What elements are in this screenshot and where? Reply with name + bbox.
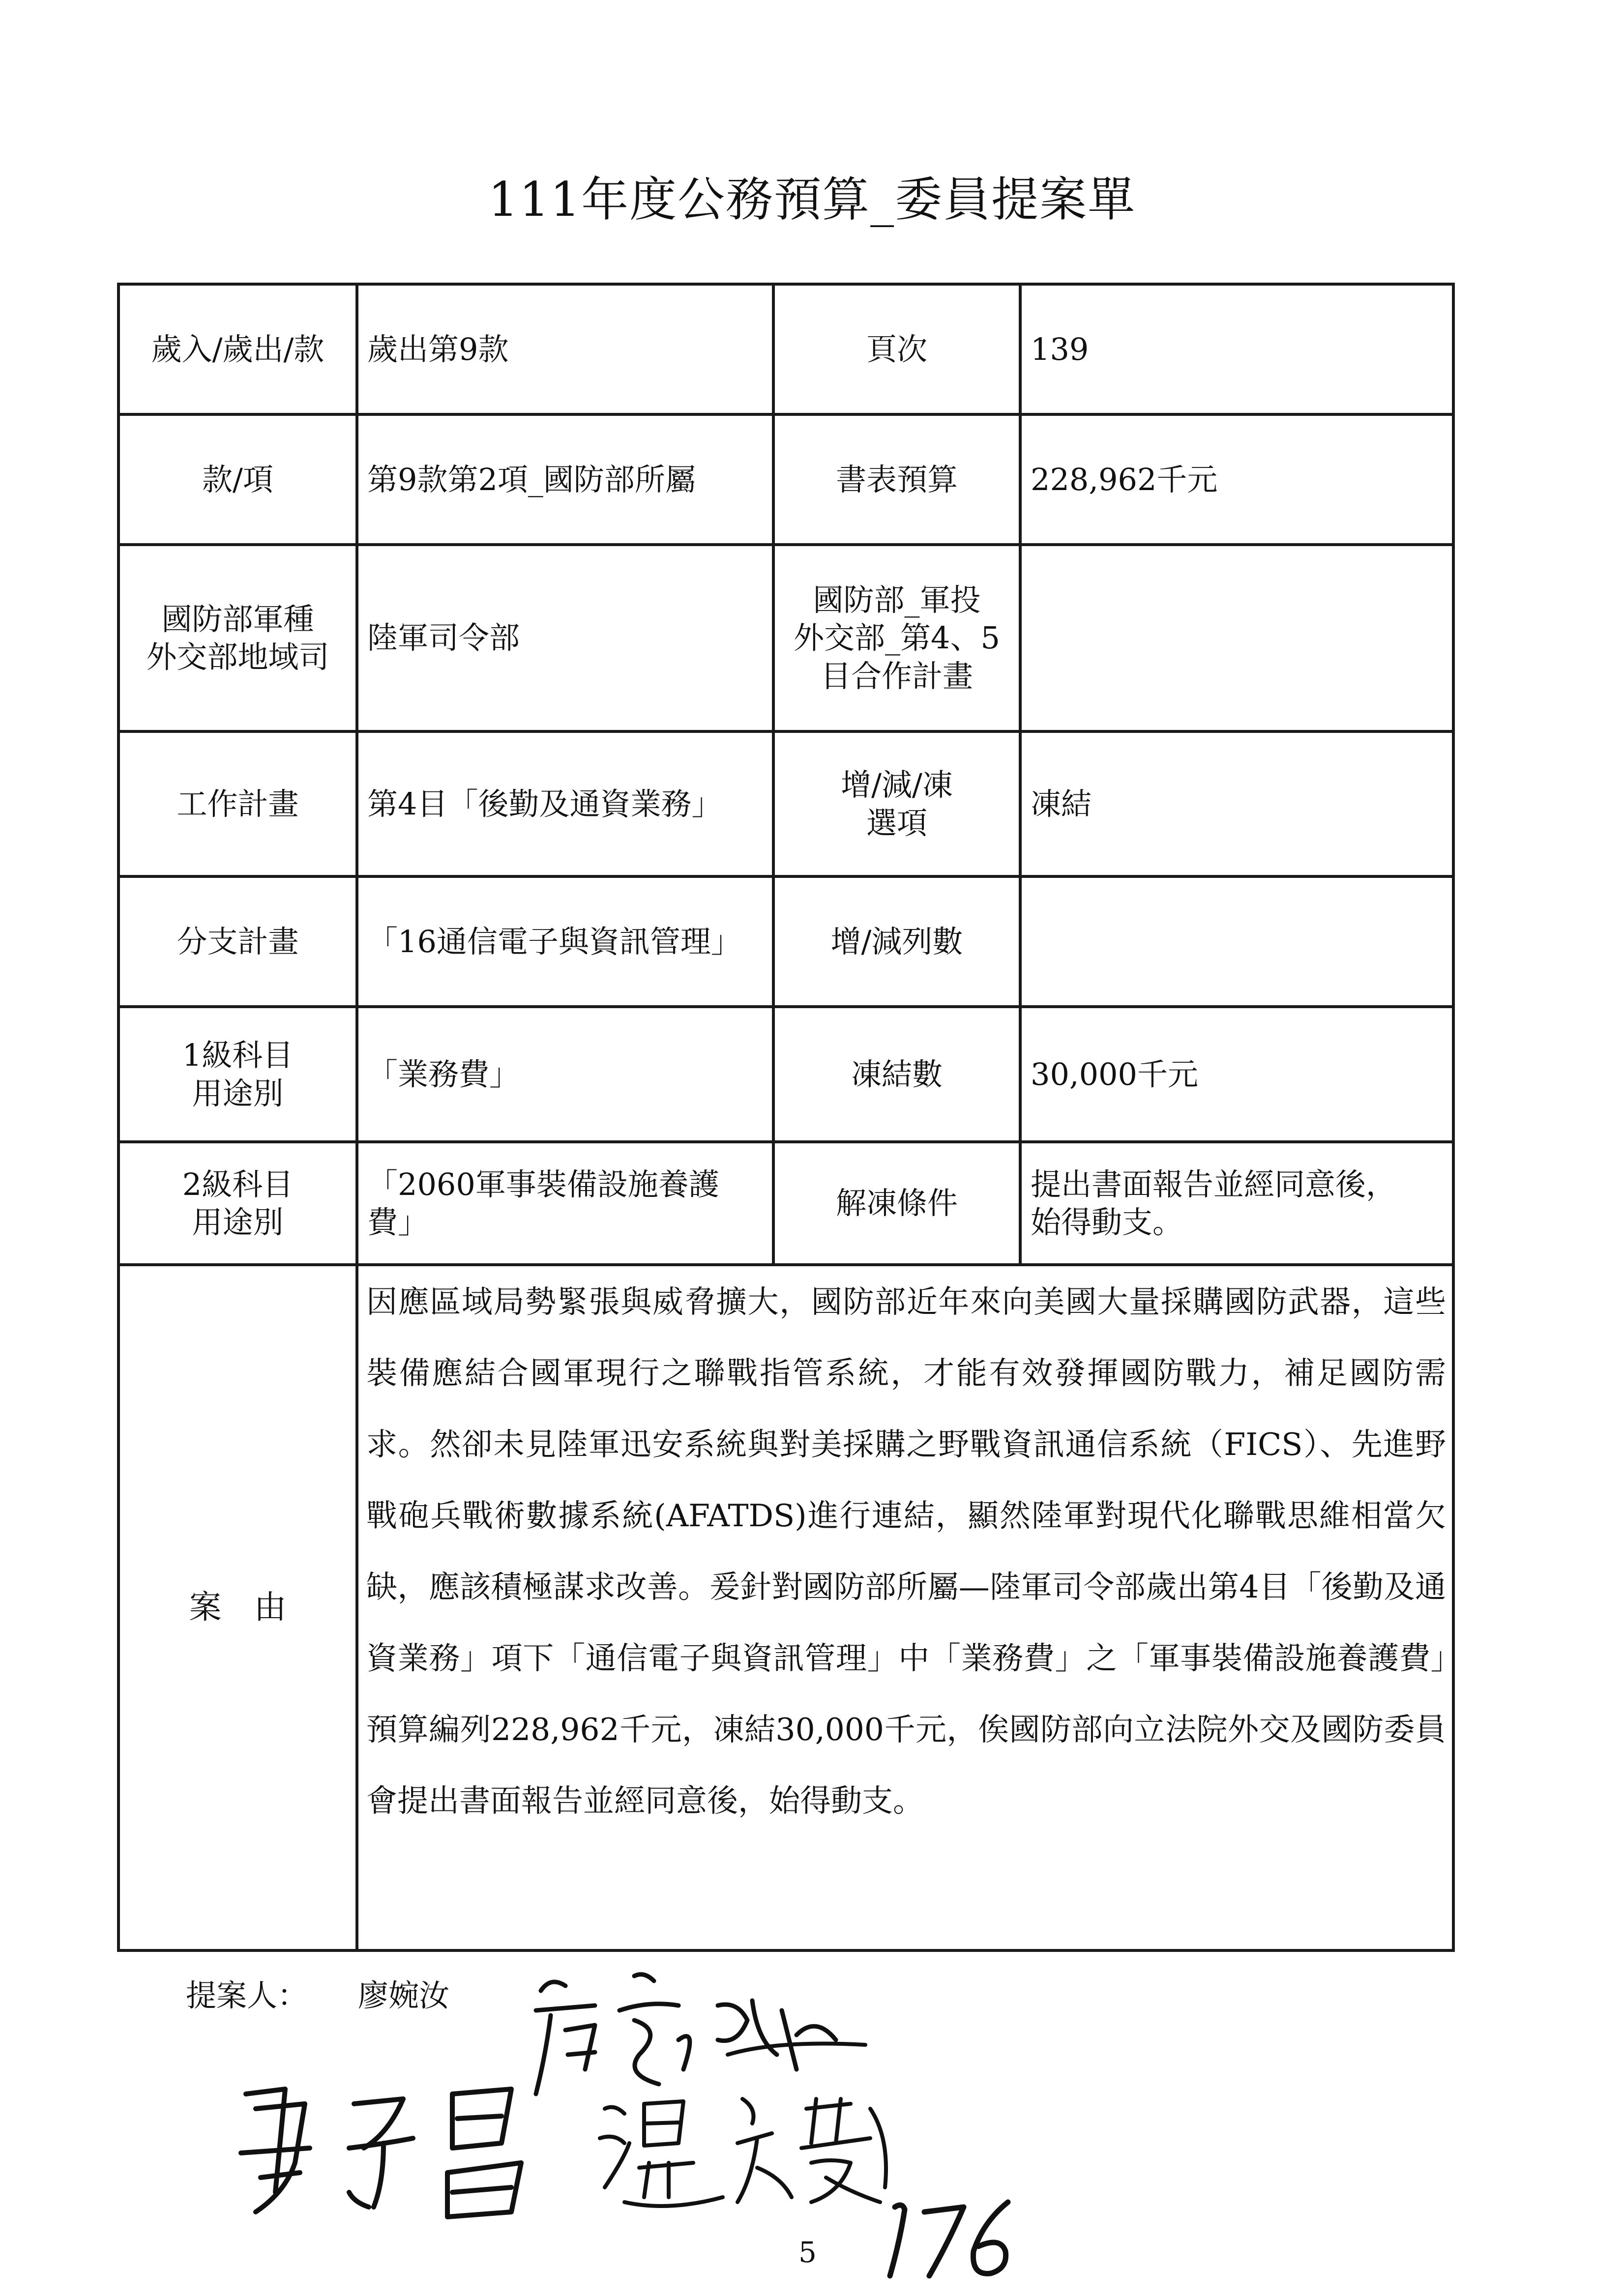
field-label-service-branch: 國防部軍種 外交部地域司 — [118, 545, 357, 731]
field-label-cooperation-plan: 國防部_軍投 外交部_第4、5 目合作計畫 — [773, 545, 1020, 731]
reason-label: 案 由 — [118, 1265, 357, 1950]
field-value-branch-plan: 「16通信電子與資訊管理」 — [357, 876, 773, 1007]
handwritten-signature-2 — [226, 2064, 590, 2227]
field-value-unfreeze-condition: 提出書面報告並經同意後， 始得動支。 — [1020, 1142, 1453, 1265]
form-row — [118, 876, 1453, 1007]
document-title: 111年度公務預算_委員提案單 — [488, 172, 1136, 227]
proposer-name: 廖婉汝 — [358, 1977, 450, 2013]
proposal-form-table — [117, 283, 1455, 1952]
field-label-unfreeze-condition: 解凍條件 — [773, 1142, 1020, 1265]
form-row — [118, 284, 1453, 414]
field-value-cooperation-plan — [1020, 545, 1453, 731]
field-label-level2-account: 2級科目 用途別 — [118, 1142, 357, 1265]
field-value-page: 139 — [1020, 284, 1453, 414]
field-value-adjustment-option: 凍結 — [1020, 731, 1453, 876]
field-label-budget-amount: 書表預算 — [773, 414, 1020, 545]
field-value-frozen-amount: 30,000千元 — [1020, 1007, 1453, 1142]
field-value-work-plan: 第4目「後勤及通資業務」 — [357, 731, 773, 876]
field-value-adjustment-amount — [1020, 876, 1453, 1007]
form-row — [118, 731, 1453, 876]
form-row-reason — [118, 1265, 1453, 1950]
field-value-revenue-expense-category: 歲出第9款 — [357, 284, 773, 414]
field-label-page: 頁次 — [773, 284, 1020, 414]
field-value-level1-account: 「業務費」 — [357, 1007, 773, 1142]
form-row — [118, 1142, 1453, 1265]
field-label-adjustment-option: 增/減/凍 選項 — [773, 731, 1020, 876]
form-row — [118, 1007, 1453, 1142]
handwritten-signature-3 — [595, 2079, 910, 2217]
field-label-adjustment-amount: 增/減列數 — [773, 876, 1020, 1007]
field-value-service-branch: 陸軍司令部 — [357, 545, 773, 731]
reason-text: 因應區域局勢緊張與威脅擴大，國防部近年來向美國大量採購國防武器，這些裝備應結合國軍現行之聯戰指管系統，才能有效發揮國防戰力，補足國防需求。然卻未見陸軍迅安系統與對美採購之野戰資訊通信系統（FICS）、先進野戰砲兵戰術數據系統(AFATDS)進行連結，顯然陸軍對現代化聯戰思維相當欠缺，應該積極謀求改善。爰針對國防部所屬—陸軍司令部歲出第4目「後勤及通資業務」項下「通信電子與資訊管理」中「業務費」之「軍事裝備設施養護費」預算編列228,962千元，凍結30,000千元，俟國防部向立法院外交及國防委員會提出書面報告並經同意後，始得動支。 — [357, 1265, 1453, 1950]
field-value-section-item: 第9款第2項_國防部所屬 — [357, 414, 773, 545]
field-label-branch-plan: 分支計畫 — [118, 876, 357, 1007]
field-label-frozen-amount: 凍結數 — [773, 1007, 1020, 1142]
form-row — [118, 545, 1453, 731]
field-label-work-plan: 工作計畫 — [118, 731, 357, 876]
page-number: 5 — [798, 2236, 817, 2269]
field-value-level2-account: 「2060軍事裝備設施養護 費」 — [357, 1142, 773, 1265]
field-label-level1-account: 1級科目 用途別 — [118, 1007, 357, 1142]
proposer-label: 提案人： — [186, 1977, 308, 2013]
handwritten-page-number — [875, 2187, 1023, 2286]
field-label-revenue-expense-category: 歲入/歲出/款 — [118, 284, 357, 414]
field-label-section-item: 款/項 — [118, 414, 357, 545]
field-value-budget-amount: 228,962千元 — [1020, 414, 1453, 545]
form-row — [118, 414, 1453, 545]
